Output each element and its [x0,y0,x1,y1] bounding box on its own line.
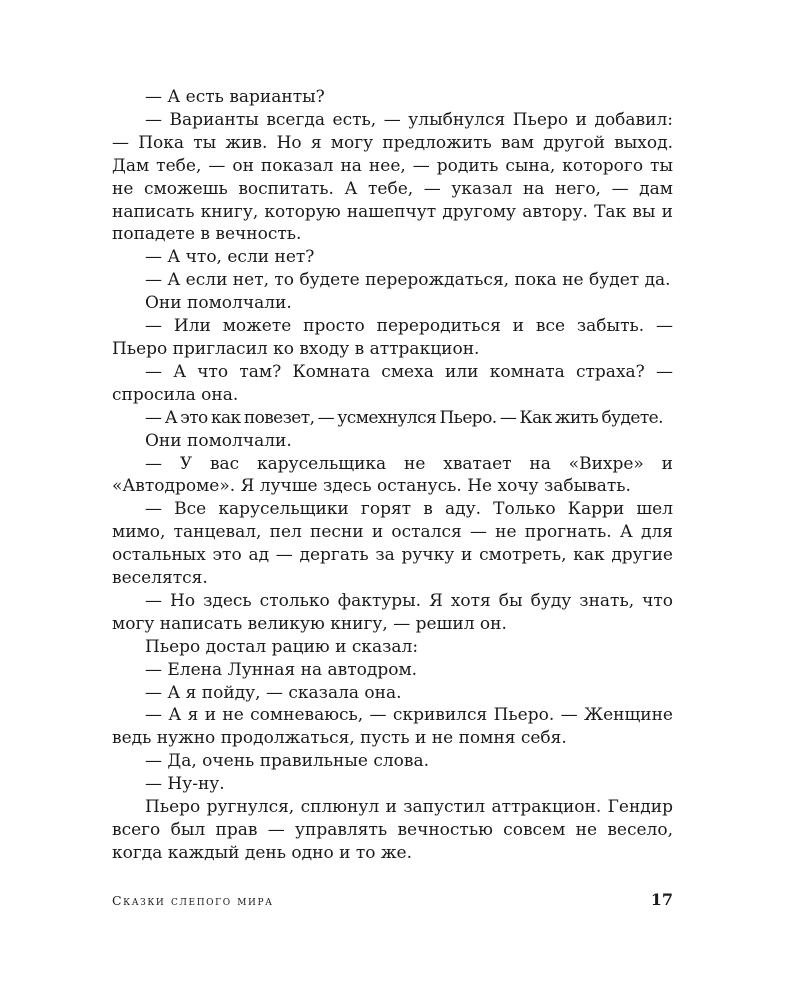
paragraph: — Варианты всегда есть, — улыбнулся Пьеро и добавил: — Пока ты жив. Но я могу предложить вам другой выход. Дам тебе, — он показал на нее, — родить сына, которого ты не сможешь воспитать. А тебе, — указал на него, — дам написать книгу, которую нашепчут другому автору. Так вы и попадете в вечность. [112,109,673,245]
paragraph: — А есть варианты? [145,87,325,107]
paragraph: — А если нет, то будете перерождаться, пока не будет да. [145,270,671,291]
body-text [112,86,673,865]
paragraph: — Ну-ну. [145,774,225,795]
paragraph: — А что там? Комната смеха или комната страха? — спросила она. [112,361,673,405]
paragraph: Пьеро ругнулся, сплюнул и запустил аттракцион. Гендир всего был прав — управлять вечностью совсем не весело, когда каждый день одно и то же. [112,797,673,863]
paragraph: Пьеро достал рацию и сказал: [145,636,419,657]
paragraph: — А я пойду, — сказала она. [145,682,402,703]
paragraph: — Да, очень правильные слова. [145,751,429,772]
paragraph: — А это как повезет, — усмехнулся Пьеро. — Как жить будете. [145,407,663,428]
paragraph: Они помолчали. [145,293,292,314]
paragraph: — Елена Лунная на автодром. [145,659,418,680]
paragraph: — Или можете просто переродиться и все забыть. — Пьеро пригласил ко входу в аттракцион. [112,316,673,359]
paragraph: — А что, если нет? [145,247,315,268]
page-footer [112,890,673,914]
paragraph: Они помолчали. [145,430,292,451]
paragraph: — Но здесь столько фактуры. Я хотя бы буду знать, что могу написать великую книгу, — решил он. [112,590,673,634]
paragraph: — У вас карусельщика не хватает на «Вихре» и «Автодроме». Я лучше здесь останусь. Не хочу забывать. [112,453,673,497]
page-number: 17 [650,890,673,909]
paragraph: — Все карусельщики горят в аду. Только Карри шел мимо, танцевал, пел песни и остался — не прогнать. А для остальных это ад — дергать за ручку и смотреть, как другие веселятся. [112,499,673,589]
paragraph: — А я и не сомневаюсь, — скривился Пьеро. — Женщине ведь нужно продолжаться, пусть и не помня себя. [112,705,673,749]
running-title: Сказки слепого мира [112,893,274,908]
